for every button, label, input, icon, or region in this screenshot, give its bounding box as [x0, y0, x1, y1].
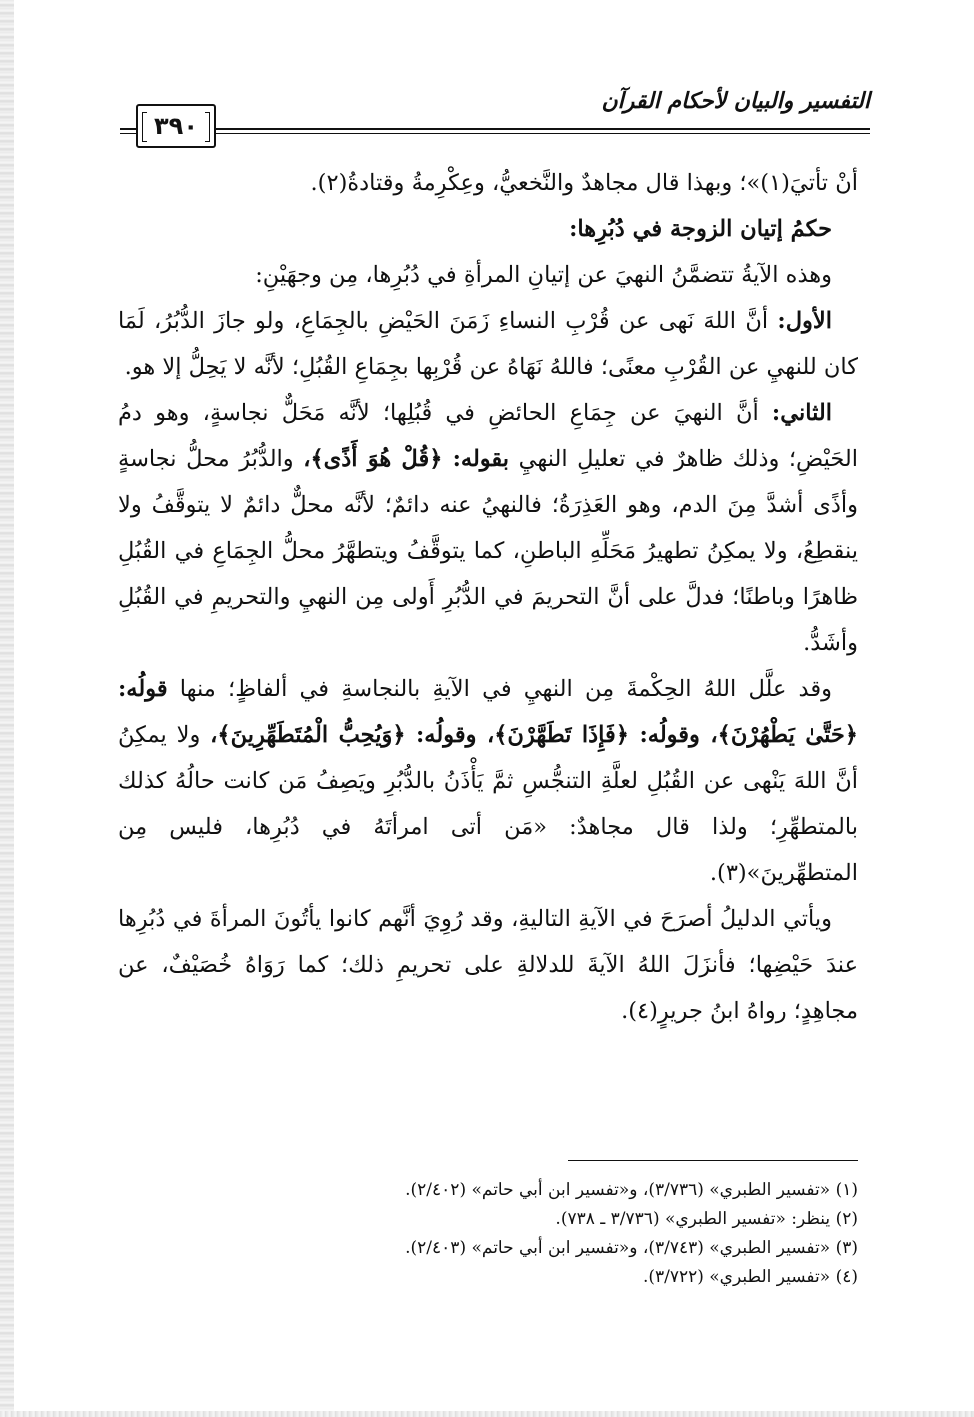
paragraph-4-text-b: والدُّبُرُ محلُّ نجاسةٍ وأذًى أشدَّ مِنَ الدم، وهو العَذِرَةُ؛ فالنهيُ عنه دائمٌ؛ لأنَّه محلٌّ دائمٌ لا يتوقَّفُ ولا ينقطِعُ، ولا يمكِنُ تطهيرُ مَحَلِّهِ الباطنِ، كما يتوقَّفُ ويتطهَّرُ محلُّ الجِمَاعِ في القُبُلِ ظاهرًا وباطنًا؛ فدلَّ على أنَّ التحريمَ في الدُّبُرِ أَولى مِن النهيِ والتحريمِ في القُبُلِ وأشَدُّ.	[118, 446, 858, 656]
footnote-rule	[568, 1160, 858, 1161]
page-number: ٣٩٠	[136, 104, 216, 148]
footnote-item	[118, 1234, 858, 1263]
page-body	[118, 160, 858, 1034]
scan-edge-bottom	[0, 1411, 974, 1417]
quran-quote-1: بقوله: ﴿قُلْ هُوَ أَذًى﴾،	[303, 446, 510, 472]
running-title: التفسير والبيان لأحكام القرآن	[591, 88, 870, 114]
header-rule	[120, 128, 870, 130]
paragraph-3	[118, 298, 858, 390]
paragraph-3-text: أنَّ اللهَ نَهى عن قُرْبِ النساءِ زَمَنَ الحَيْضِ بالجِمَاعِ، ولو جازَ الدُّبُرُ، لَمَا كان للنهيِ عن القُرْبِ معنًى؛ فاللهُ نَهَاهُ عن قُرْبِها بجِمَاعِ القُبُلِ؛ لأنَّه لا يَحِلُّ إلا هو.	[118, 308, 858, 380]
footnote-text: «تفسير الطبري» (٣/٧٤٣)، و«تفسير ابن أبي حاتم» (٢/٤٠٣).	[405, 1238, 831, 1258]
footnote-list	[118, 1176, 858, 1292]
footnote-number: (٤)	[835, 1267, 858, 1287]
footnote-number: (١)	[835, 1180, 858, 1200]
paragraph-2: وهذه الآيةُ تتضمَّنُ النهيَ عن إتيانِ المرأةِ في دُبُرِها، مِن وجهَيْنِ:	[255, 262, 832, 288]
paragraph-5-text-b: ولا يمكِنُ أنَّ اللهَ يَنْهى عن القُبُلِ لعلَّةِ التنجُّسِ ثمَّ يَأْذَنُ بالدُّبُرِ ويَصِفُ مَن كانت حالُهُ كذلك بالمتطهِّرِ؛ ولذا قال مجاهدٌ: «مَن أتى امرأتَهُ في دُبُرِها، فليس مِن المتطهِّرينَ»(٣).	[118, 722, 858, 886]
paragraph-4-text-a: أنَّ النهيَ عن جِمَاعِ الحائضِ في قُبُلِها؛ لأنَّه مَحَلٌّ نجاسةٍ، وهو دمُ الحَيْضِ؛ وذلك ظاهرٌ في تعليلِ النهيِ	[118, 400, 858, 472]
paragraph-4	[118, 390, 858, 666]
point-label-second: الثاني:	[771, 400, 832, 426]
paragraph-1: أنْ تأتيَ(١)»؛ وبهذا قال مجاهدٌ والنَّخعيُّ، وعِكْرِمةُ وقتادةُ(٢).	[310, 170, 858, 196]
footnote-number: (٢)	[835, 1209, 858, 1229]
quran-quotes-2: قولُه: ﴿حَتَّىٰ يَطْهُرْنَ﴾، وقولُه: ﴿فَإِذَا تَطَهَّرْنَ﴾، وقولُه: ﴿وَيُحِبُّ الْمُتَطَهِّرِينَ﴾،	[118, 676, 858, 748]
footnote-item	[118, 1263, 858, 1292]
footnote-item	[118, 1205, 858, 1234]
footnote-item	[118, 1176, 858, 1205]
point-label-first: الأول:	[777, 308, 832, 334]
footnote-text: «تفسير الطبري» (٣/٧٣٦)، و«تفسير ابن أبي حاتم» (٢/٤٠٢).	[405, 1180, 831, 1200]
scan-edge-left	[0, 0, 14, 1417]
footnote-text: «تفسير الطبري» (٣/٧٢٢).	[642, 1267, 831, 1287]
page-header	[120, 84, 870, 156]
header-rule-thin	[120, 133, 870, 134]
footnote-text: ينظر: «تفسير الطبري» (٣/٧٣٦ ـ ٧٣٨).	[555, 1209, 831, 1229]
paragraph-6: ويأتي الدليلُ أصرَحَ في الآيةِ التاليةِ، وقد رُوِيَ أنَّهم كانوا يأتُونَ المرأةَ في دُبُرِها عندَ حَيْضِها؛ فأنزَلَ اللهُ الآيةَ للدلالةِ على تحريمِ ذلك؛ كما رَوَاهُ خُصَيْفٌ، عن مجاهِدٍ؛ رواهُ ابنُ جريرٍ(٤).	[118, 906, 858, 1024]
section-heading: حكمُ إتيان الزوجة في دُبُرِها:	[569, 216, 832, 242]
paragraph-5-text-a: وقد علَّل اللهُ الحِكْمةَ مِن النهيِ في الآيةِ بالنجاسةِ في ألفاظٍ؛ منها	[167, 676, 832, 702]
paragraph-5	[118, 666, 858, 896]
footnote-number: (٣)	[835, 1238, 858, 1258]
